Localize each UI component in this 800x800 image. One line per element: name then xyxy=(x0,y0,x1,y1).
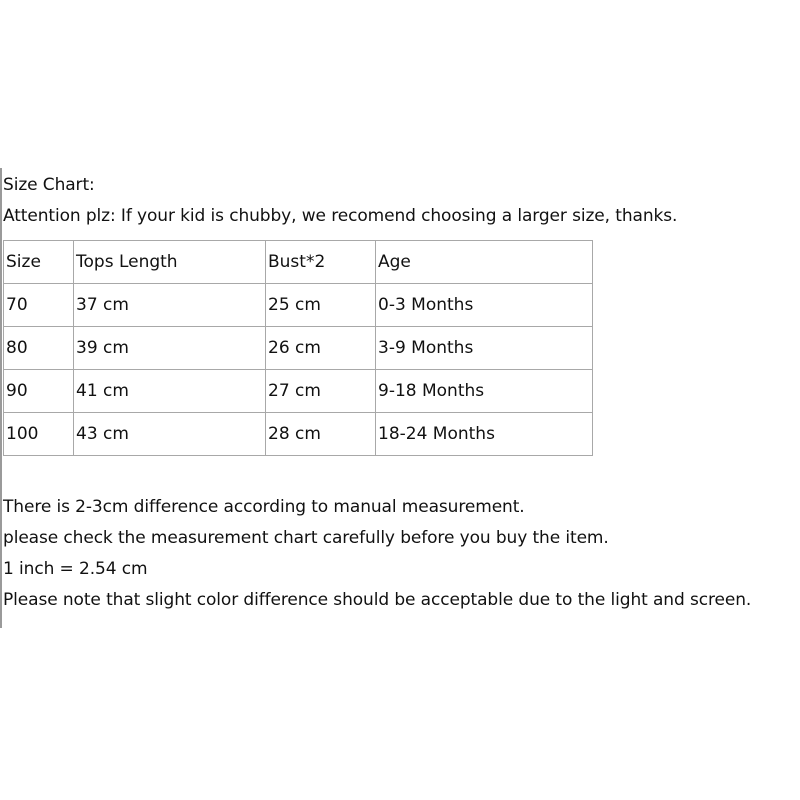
cell-bust: 28 cm xyxy=(266,413,376,456)
header-bust: Bust*2 xyxy=(266,241,376,284)
size-chart-heading: Size Chart: xyxy=(3,175,95,195)
cell-size: 70 xyxy=(4,284,74,327)
note-color-difference: Please note that slight color difference should be acceptable due to the light and screen. xyxy=(3,590,752,610)
note-check-chart: please check the measurement chart carefully before you buy the item. xyxy=(3,528,609,548)
cell-bust: 25 cm xyxy=(266,284,376,327)
cell-size: 100 xyxy=(4,413,74,456)
size-chart-panel xyxy=(0,168,800,628)
cell-bust: 26 cm xyxy=(266,327,376,370)
cell-size: 90 xyxy=(4,370,74,413)
cell-bust: 27 cm xyxy=(266,370,376,413)
note-measurement-difference: There is 2-3cm difference according to manual measurement. xyxy=(3,497,525,517)
table-row xyxy=(4,327,593,370)
note-inch-conversion: 1 inch = 2.54 cm xyxy=(3,559,148,579)
size-table xyxy=(3,240,593,456)
table-header-row xyxy=(4,241,593,284)
attention-note: Attention plz: If your kid is chubby, we recomend choosing a larger size, thanks. xyxy=(3,206,678,226)
cell-tops-length: 43 cm xyxy=(74,413,266,456)
table-row xyxy=(4,370,593,413)
cell-age: 18-24 Months xyxy=(376,413,593,456)
table-row xyxy=(4,413,593,456)
cell-age: 9-18 Months xyxy=(376,370,593,413)
cell-age: 0-3 Months xyxy=(376,284,593,327)
header-age: Age xyxy=(376,241,593,284)
cell-tops-length: 41 cm xyxy=(74,370,266,413)
cell-tops-length: 37 cm xyxy=(74,284,266,327)
table-row xyxy=(4,284,593,327)
header-size: Size xyxy=(4,241,74,284)
cell-age: 3-9 Months xyxy=(376,327,593,370)
header-tops-length: Tops Length xyxy=(74,241,266,284)
cell-tops-length: 39 cm xyxy=(74,327,266,370)
cell-size: 80 xyxy=(4,327,74,370)
